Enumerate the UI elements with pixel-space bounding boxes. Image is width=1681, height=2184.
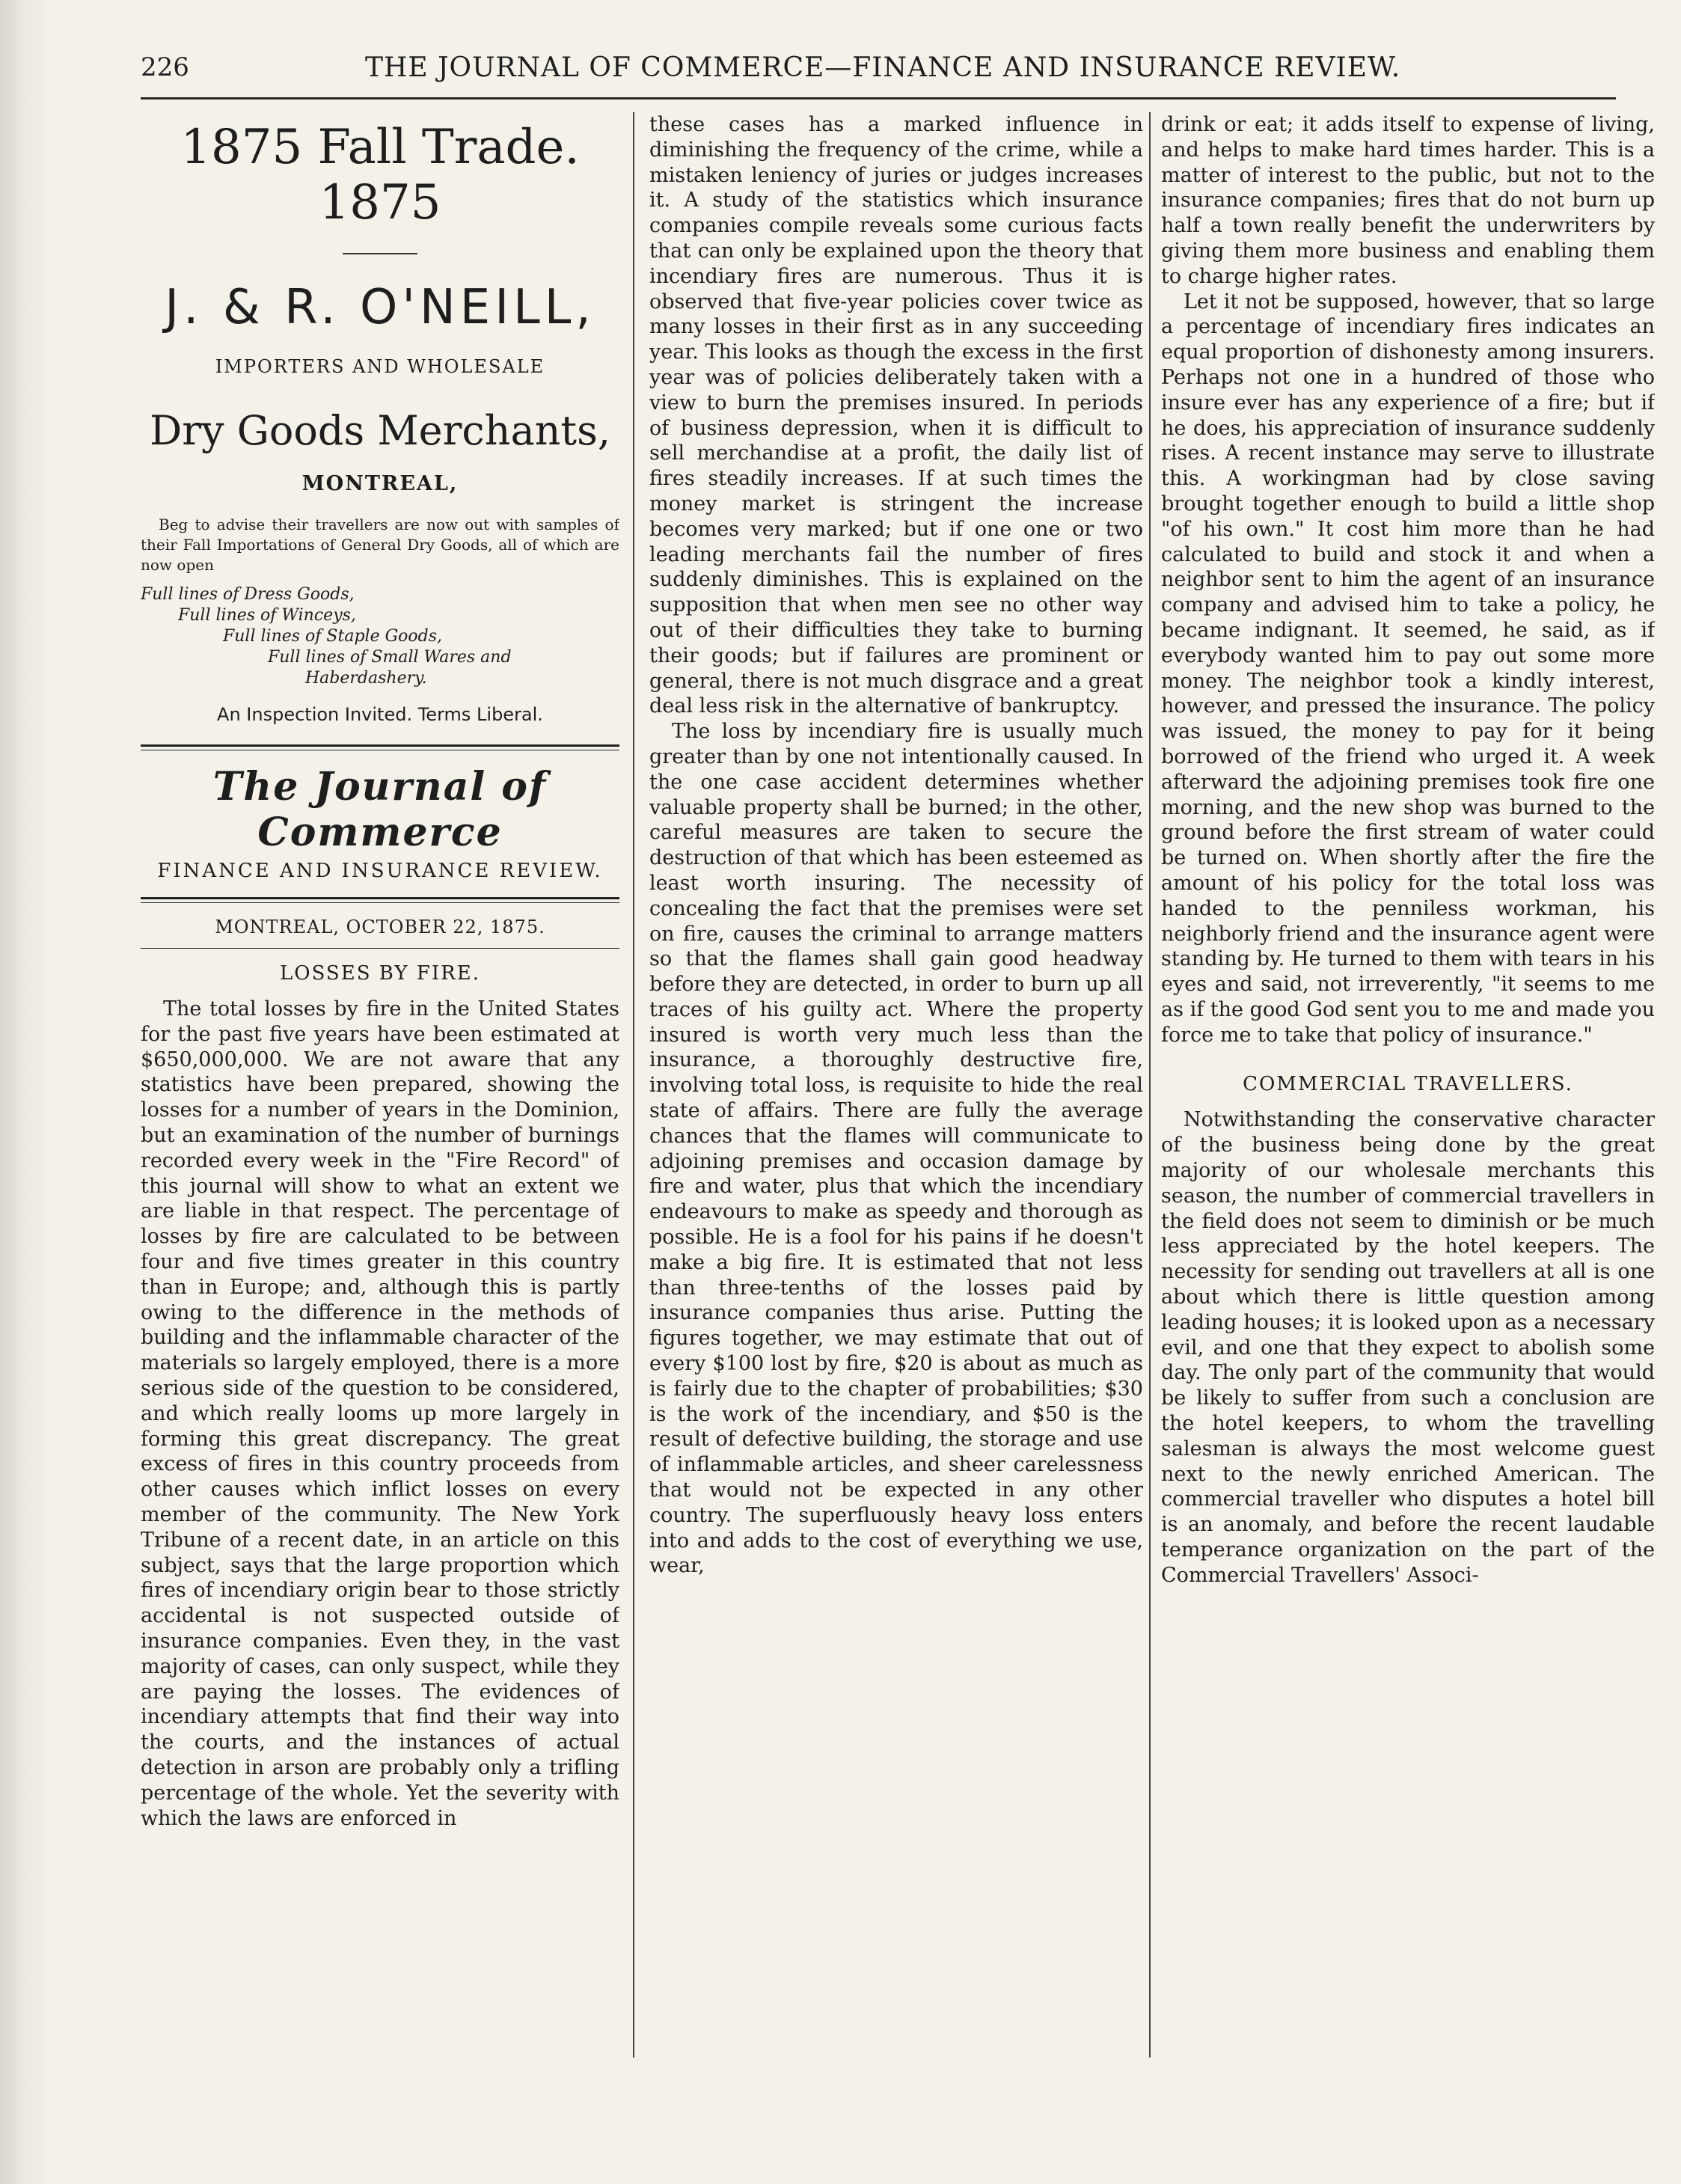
ad-list-item: Full lines of Dress Goods, bbox=[141, 585, 355, 604]
ad-business-line: IMPORTERS AND WHOLESALE bbox=[215, 356, 545, 377]
page-edge-shadow bbox=[0, 0, 52, 2184]
article-body bbox=[141, 997, 619, 1831]
page-header bbox=[141, 52, 1616, 100]
dateline: MONTREAL, OCTOBER 22, 1875. bbox=[215, 917, 545, 937]
advertisement bbox=[141, 120, 619, 725]
ad-notice: Beg to advise their travellers are now out with samples of their Fall Importations of General Dry Goods, all of which are now open bbox=[141, 516, 619, 574]
article-paragraph: drink or eat; it adds itself to expense of living, and helps to make hard times harder. This is a matter of interest to the public, but not to the insurance companies; fires that do not burn up half a town really benefit the underwriters by giving them more business and enabling them to charge higher rates. bbox=[1161, 113, 1655, 288]
article-paragraph: Notwithstanding the conservative character of the business being done by the great majority of our wholesale merchants this season, the number of commercial travellers in the field does not seem to diminish or be much less appreciated by the hotel keepers. The necessity for sending out travellers at all is one about which there is little question among leading houses; it is looked upon as a necessary evil, and one that they expect to abolish some day. The only part of the community that would be likely to suffer from such a conclusion are the hotel keepers, to whom the travelling salesman is always the most welcome guest next to the newly enriched American. The commercial traveller who disputes a hotel bill is an anomaly, and before the recent laudable temperance organization on the part of the Commercial Travellers' Associ- bbox=[1161, 1108, 1655, 1587]
article-heading-losses: LOSSES BY FIRE. bbox=[279, 962, 480, 985]
article-paragraph: The loss by incendiary fire is usually much greater than by one not intentionally caused. In the one case accident determines whether valuable property shall be burned; in the other, careful measures are taken to secure the destruction of that which has been esteemed as least worth insuring. The necessity of concealing the fact that the premises were set on fire, causes the criminal to arrange matters so that the flames shall gain good headway before they are detected, in order to burn up all traces of his guilty act. Where the property insured is worth very much less than the insurance, a thoroughly destructive fire, involving total loss, is requisite to hide the real state of affairs. There are fully the average chances that the flames will communicate to adjoining premises and occasion damage by fire and water, plus that which the incendiary endeavours to make as speedy and thorough as possible. He is a fool for his pains if he doesn't make a big fire. It is estimated that not less than three-tenths of the losses paid by insurance companies thus arise. Putting the figures together, we may estimate that out of every $100 lost by fire, $20 is about as much as is fairly due to the chapter of probabilities; $30 is the work of the incendiary, and $50 is the result of defective building, the storage and use of inflammable articles, and sheer carelessness that would not be expected in any other country. The superfluously heavy loss enters into and adds to the cost of everything we use, wear, bbox=[649, 720, 1143, 1578]
masthead-rule bbox=[141, 897, 619, 903]
ad-list bbox=[141, 584, 619, 689]
ad-invitation: An Inspection Invited. Terms Liberal. bbox=[217, 704, 543, 725]
column-rule bbox=[1149, 112, 1151, 2058]
article-body bbox=[1161, 112, 1655, 1047]
ad-headline: 1875 Fall Trade. 1875 bbox=[180, 120, 580, 230]
page-number: 226 bbox=[141, 52, 189, 82]
ad-list-item: Full lines of Small Wares and bbox=[268, 648, 512, 667]
ad-list-item: Full lines of Winceys, bbox=[178, 606, 356, 625]
article-heading-travellers: COMMERCIAL TRAVELLERS. bbox=[1243, 1073, 1573, 1096]
article-body bbox=[649, 112, 1143, 1579]
column-2 bbox=[649, 112, 1143, 2125]
column-3 bbox=[1161, 112, 1655, 2125]
masthead-title: The Journal of Commerce bbox=[212, 764, 548, 855]
dateline-rule bbox=[141, 948, 619, 949]
ad-divider bbox=[343, 253, 417, 254]
article-body bbox=[1161, 1107, 1655, 1588]
article-paragraph: The total losses by fire in the United States for the past five years have been estimated at $650,000,000. We are not aware that any statistics have been prepared, showing the losses for a number of years in the Dominion, but an examination of the number of burnings recorded every week in the "Fire Record" of this journal will show to what an extent we are liable in that respect. The percentage of losses by fire are calculated to be between four and five times greater in this country than in Europe; and, although this is partly owing to the difference in the methods of building and the inflammable character of the materials so largely employed, there is a more serious side of the question to be considered, and which really looms up more largely in forming this great discrepancy. The great excess of fires in this country proceeds from other causes which inflict losses on every member of the community. The New York Tribune of a recent date, in an article on this subject, says that the large proportion which fires of incendiary origin bear to those strictly accidental is not suspected outside of insurance companies. Even they, in the vast majority of cases, can only suspect, while they are paying the losses. The evidences of incendiary attempts that find their way into the courts, and the instances of actual detection in arson are probably only a trifling percentage of the whole. Yet the severity with which the laws are enforced in bbox=[141, 997, 619, 1830]
masthead-rule bbox=[141, 744, 619, 750]
article-paragraph: Let it not be supposed, however, that so large a percentage of incendiary fires indicates an equal proportion of dishonesty among insurers. Perhaps not one in a hundred of those who insure ever has any experience of a fire; but if he does, his appreciation of insurance suddenly rises. A recent instance may serve to illustrate this. A workingman had by close saving brought together enough to build a little shop "of his own." It cost him more than he had calculated to build and stock it and when a neighbor sent to him the agent of an insurance company and advised him to take a policy, he became indignant. It seemed, he said, as if everybody wanted him to pay out some more money. The neighbor took a kindly interest, however, and pressed the insurance. The policy was issued, the money to pay for it being borrowed of the friend who urged it. A week afterward the adjoining premises took fire one morning, and the new shop was burned to the ground before the first stream of water could be turned on. When shortly after the fire the amount of his policy for the total loss was handed to the penniless workman, his neighborly friend and the insurance agent were standing by. He turned to them with tears in his eyes and said, not irreverently, "it seems to me as if the good God sent you to me and made you force me to take that policy of insurance." bbox=[1161, 290, 1655, 1047]
article-paragraph: these cases has a marked influence in diminishing the frequency of the crime, while a mistaken leniency of juries or judges increases it. A study of the statistics which insurance companies compile reveals some curious facts that can only be explained upon the theory that incendiary fires are numerous. Thus it is observed that five-year policies cover twice as many losses in their first as in any succeeding year. This looks as though the excess in the first year was of policies deliberately taken with a view to burn the premises insured. In periods of business depression, when it is difficult to sell merchandise at a profit, the daily list of fires steadily increases. If at such times the money market is stringent the increase becomes very marked; but if one one or two leading merchants fail the number of fires suddenly diminishes. This is explained on the supposition that when men see no other way out of their difficulties they take to burning their goods; but if failures are prominent or general, there is not much disgrace and a great deal less risk in the alternative of bankruptcy. bbox=[649, 113, 1143, 718]
column-rule bbox=[633, 112, 634, 2058]
ad-list-item: Full lines of Staple Goods, bbox=[223, 627, 443, 646]
ad-city: MONTREAL, bbox=[301, 472, 459, 495]
masthead-subtitle: FINANCE AND INSURANCE REVIEW. bbox=[157, 860, 603, 882]
ad-merchants: Dry Goods Merchants, bbox=[149, 407, 611, 454]
running-head: THE JOURNAL OF COMMERCE—FINANCE AND INSURANCE REVIEW. bbox=[365, 52, 1401, 83]
ad-firm-name: J. & R. O'NEILL, bbox=[165, 280, 595, 335]
ad-list-item: Haberdashery. bbox=[305, 669, 427, 688]
column-1 bbox=[141, 112, 619, 2125]
